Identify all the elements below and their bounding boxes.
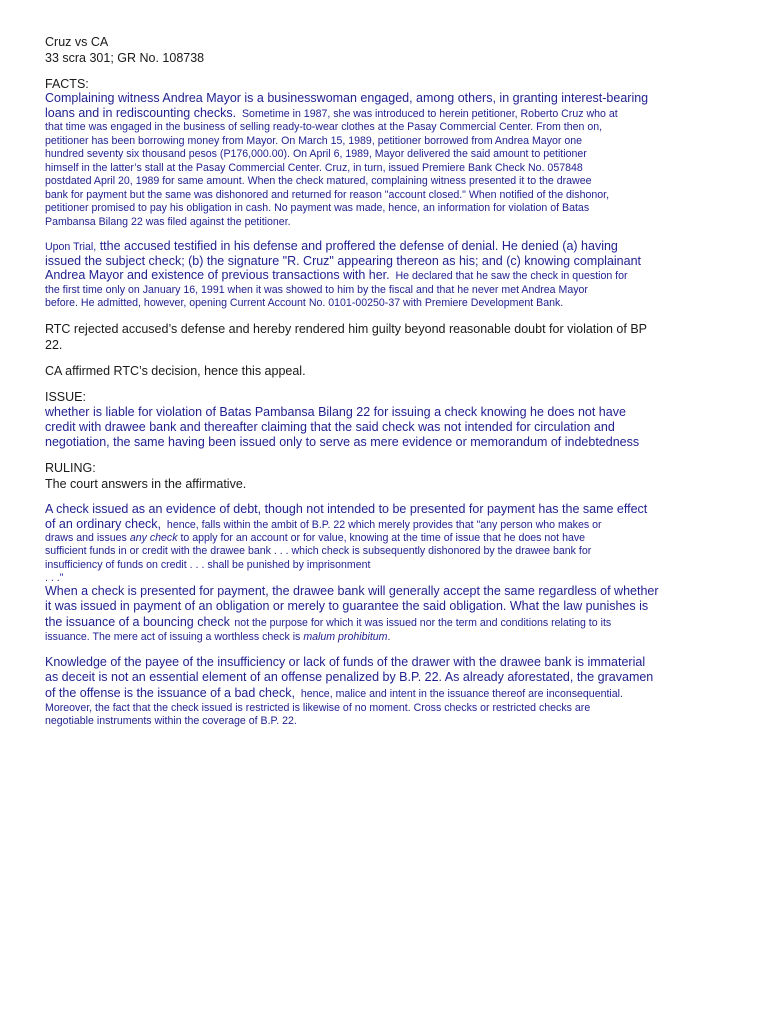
text-line: hundred seventy six thousand pesos (P176,000.00). On April 6, 1989, Mayor delivered the said amount to petitioner — [45, 148, 587, 160]
text-segment: Andrea Mayor and existence of previous transactions with her. — [45, 268, 390, 282]
text-segment: loans and in rediscounting checks. — [45, 105, 237, 120]
text-line: petitioner has been borrowing money from Mayor. On March 15, 1989, petitioner borrowed from Andrea Mayor one — [45, 134, 583, 147]
text-line — [45, 685, 728, 702]
text-line: A check issued as an evidence of debt, though not intended to be presented for payment has the same effect — [45, 501, 648, 516]
text-line: the first time only on January 16, 1991 when it was showed to him by the fiscal and that he never met Andrea Mayor — [45, 283, 588, 296]
text-segment: He declared that he saw the check in question for — [389, 270, 628, 282]
text-line — [45, 614, 728, 631]
text-line: credit with drawee bank and thereafter claiming that the said check was not intended for circulation and — [45, 419, 615, 434]
text-line: issued the subject check; (b) the signature "R. Cruz" appearing thereon as his; and (c) knowing complainant — [45, 254, 641, 268]
text-line — [45, 106, 728, 122]
text-line — [45, 517, 728, 532]
text-segment-italic: malum prohibitum — [303, 631, 388, 643]
text-line: before. He admitted, however, opening Current Account No. 0101-00250-37 with Premiere Development Bank. — [45, 297, 564, 309]
text-segment: of an ordinary check, — [45, 516, 162, 531]
text-line: negotiable instruments within the coverage of B.P. 22. — [45, 715, 297, 727]
text-line: postdated April 20, 1989 for same amount. When the check matured, complaining witness presented it to the drawee — [45, 175, 592, 187]
facts-heading: FACTS: — [45, 77, 89, 91]
text-line: that time was engaged in the business of selling ready-to-wear clothes at the Pasay Commercial Center. From then on, — [45, 121, 603, 133]
text-line: RTC rejected accused’s defense and hereby rendered him guilty beyond reasonable doubt for violation of BP — [45, 321, 647, 336]
issue-heading: ISSUE: — [45, 389, 86, 404]
text-line — [45, 239, 728, 255]
facts-paragraph-1 — [45, 92, 728, 229]
text-line: whether is liable for violation of Batas Pambansa Bilang 22 for issuing a check knowing he does not have — [45, 404, 626, 419]
case-citation: 33 scra 301; GR No. 108738 — [45, 51, 205, 65]
text-line: bank for payment but the same was dishonored and returned for reason "account closed." When notified of the dishonor, — [45, 188, 610, 201]
text-line — [45, 631, 728, 645]
text-line — [45, 532, 728, 546]
ca-paragraph: CA affirmed RTC’s decision, hence this appeal. — [45, 363, 306, 378]
ruling-paragraph-2 — [45, 584, 728, 645]
ruling-paragraph-3 — [45, 655, 728, 729]
text-line: sufficient funds in or credit with the drawee bank . . . which check is subsequently dishonored by the drawee bank for — [45, 545, 592, 557]
text-segment: Upon Trial, — [45, 241, 97, 253]
text-line: Complaining witness Andrea Mayor is a businesswoman engaged, among others, in granting interest-bearing — [45, 92, 649, 105]
text-line — [45, 268, 728, 284]
text-line: petitioner promised to pay his obligation in cash. No payment was made, hence, an information for violation of Batas — [45, 202, 590, 214]
issue-text — [45, 405, 728, 450]
ruling-paragraph-1 — [45, 502, 728, 585]
text-segment: of the offense is the issuance of a bad check, — [45, 685, 295, 700]
text-segment: hence, falls within the ambit of B.P. 22 which merely provides that "any person who makes or — [161, 518, 602, 531]
facts-paragraph-2 — [45, 239, 728, 311]
text-segment: tthe accused testified in his defense and proffered the defense of denial. He denied (a) having — [96, 239, 618, 253]
text-line: as deceit is not an essential element of an offense penalized by B.P. 22. As already aforestated, the gravamen — [45, 669, 654, 684]
text-line: When a check is presented for payment, the drawee bank will generally accept the same regardless of whether — [45, 584, 659, 598]
text-line: himself in the latter’s stall at the Pasay Commercial Center. Cruz, in turn, issued Premiere Bank Check No. 057848 — [45, 161, 583, 174]
text-segment: draws and issues — [45, 531, 127, 544]
text-line: it was issued in payment of an obligation or merely to guarantee the said obligation. What the law punishes is — [45, 599, 649, 613]
text-segment-italic: any check — [129, 531, 178, 544]
text-segment: to apply for an account or for value, knowing at the time of issue that he does not have — [180, 531, 586, 544]
text-segment: Sometime in 1987, she was introduced to herein petitioner, Roberto Cruz who at — [236, 107, 618, 120]
text-segment: not the purpose for which it was issued nor the term and conditions relating to its — [234, 617, 612, 629]
text-line: insufficiency of funds on credit . . . shall be punished by imprisonment — [45, 558, 371, 571]
text-line: . . ." — [45, 572, 64, 584]
text-line: negotiation, the same having been issued only to serve as mere evidence or memorandum of indebtedness — [45, 434, 640, 449]
text-line: Pambansa Bilang 22 was filed against the petitioner. — [45, 215, 291, 228]
text-segment: the issuance of a bouncing check — [45, 615, 230, 629]
text-line: Knowledge of the payee of the insufficiency or lack of funds of the drawer with the drawee bank is immaterial — [45, 654, 646, 669]
text-segment: . — [387, 631, 391, 643]
case-title: Cruz vs CA — [45, 35, 109, 49]
ruling-answer: The court answers in the affirmative. — [45, 476, 247, 491]
text-segment: hence, malice and intent in the issuance thereof are inconsequential. — [294, 687, 623, 700]
text-line: Moreover, the fact that the check issued is restricted is likewise of no moment. Cross checks or restricted checks are — [45, 701, 591, 714]
ruling-heading: RULING: — [45, 460, 96, 475]
text-segment: issuance. The mere act of issuing a worthless check is — [45, 631, 301, 643]
rtc-paragraph — [45, 321, 728, 353]
text-line: 22. — [45, 337, 63, 352]
